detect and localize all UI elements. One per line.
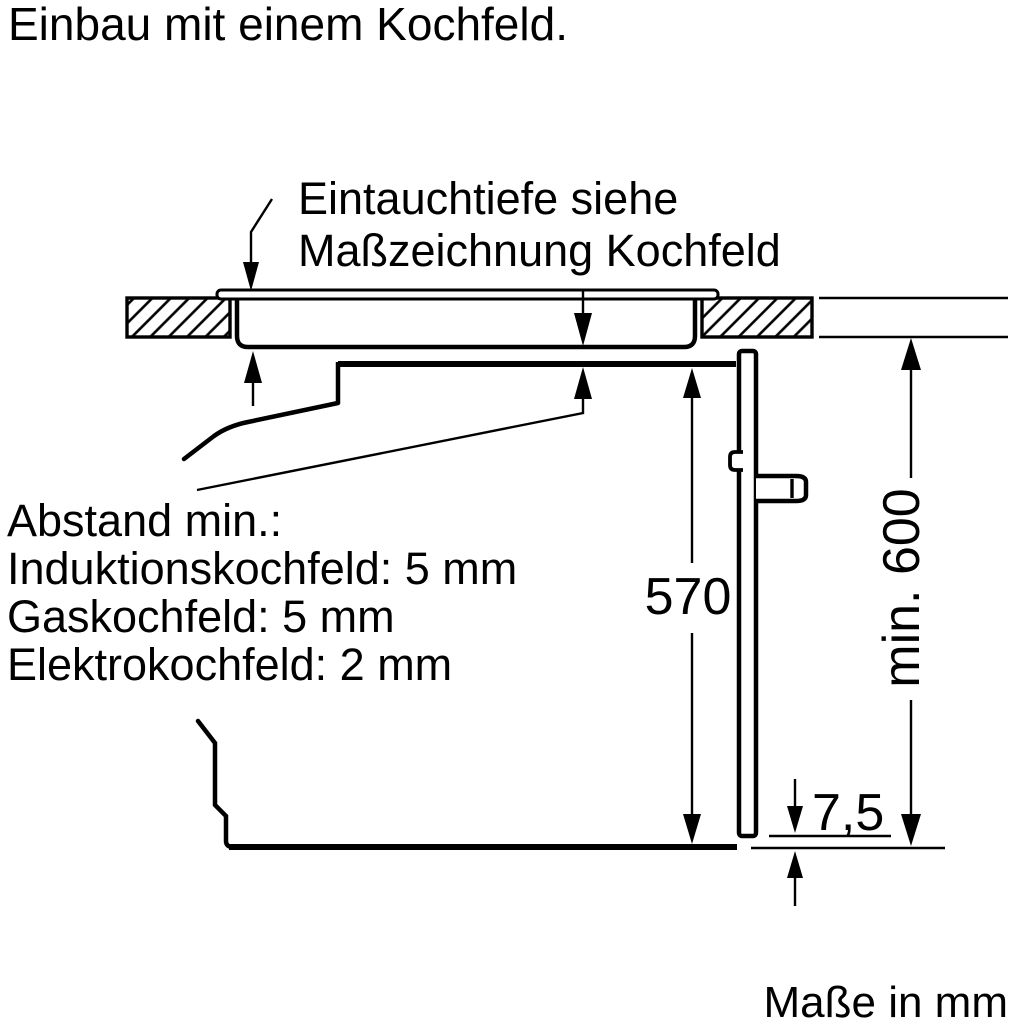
- label-eintauchtiefe-line2: Maßzeichnung Kochfeld: [298, 225, 781, 276]
- label-abstand-line2: Induktionskochfeld: 5 mm: [7, 543, 518, 594]
- label-abstand-line3: Gaskochfeld: 5 mm: [7, 591, 395, 642]
- control-knob: [756, 476, 806, 501]
- label-eintauchtiefe-line1: Eintauchtiefe siehe: [298, 173, 679, 224]
- worktop-right: [702, 298, 812, 337]
- worktop-left: [127, 298, 230, 337]
- units-label: Maße in mm: [763, 978, 1008, 1024]
- dim-label-570: 570: [644, 568, 732, 626]
- cooktop-body: [237, 299, 695, 347]
- label-abstand-line4: Elektrokochfeld: 2 mm: [7, 639, 453, 690]
- cooktop-flange: [217, 290, 718, 299]
- page-title: Einbau mit einem Kochfeld.: [8, 0, 568, 50]
- dim-label-min-600: min. 600: [873, 488, 931, 688]
- dim-label-7-5: 7,5: [812, 784, 885, 842]
- door-hinge-notch: [730, 452, 743, 470]
- label-abstand-line1: Abstand min.:: [7, 495, 283, 546]
